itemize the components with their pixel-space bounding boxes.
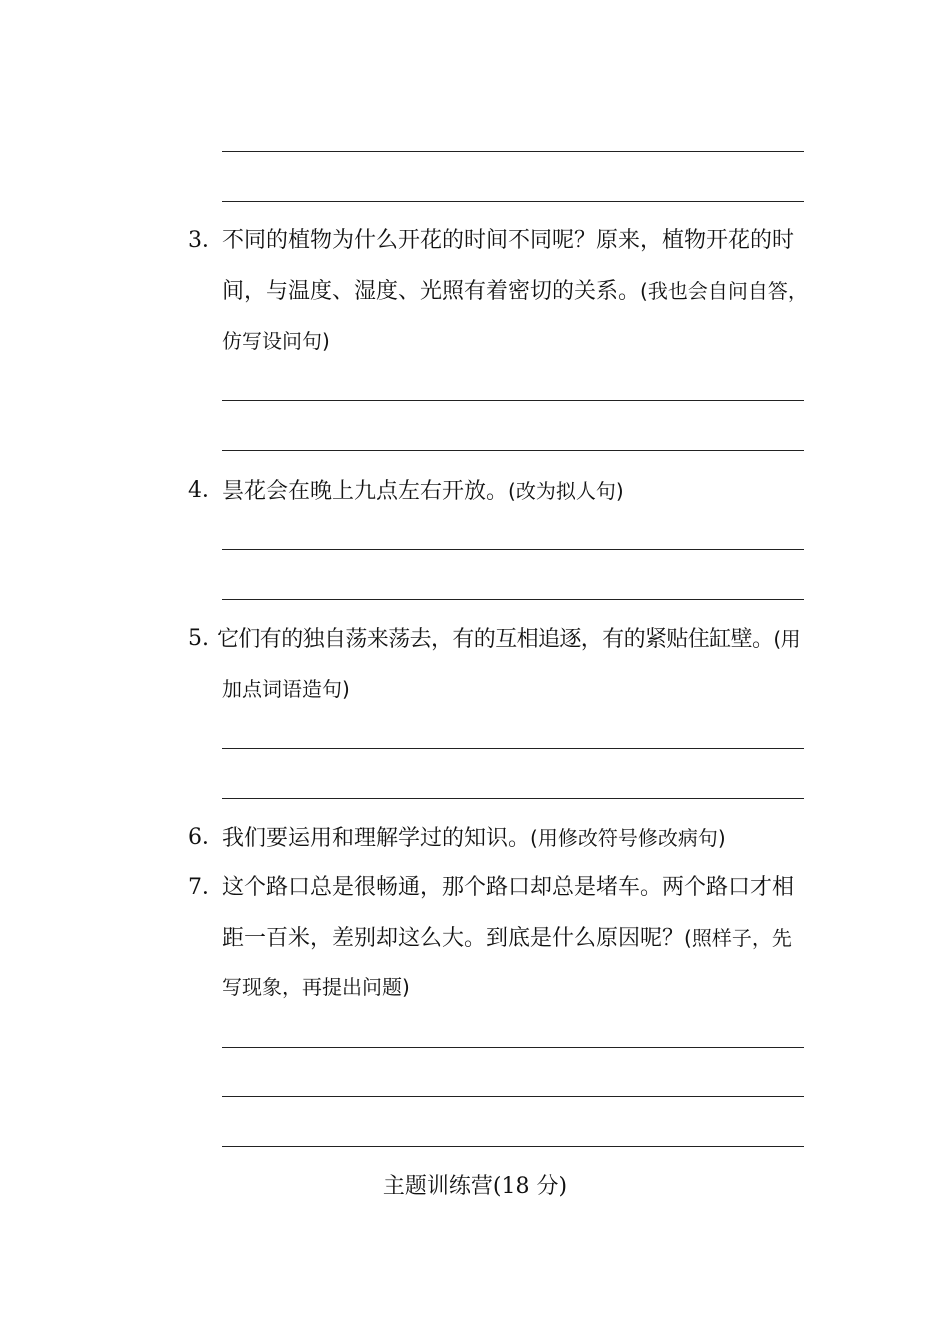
question-7-instruction-cont: 写现象，再提出问题) [222,975,410,999]
answer-line[interactable] [222,151,804,152]
answer-line[interactable] [222,549,804,550]
answer-line[interactable] [222,798,804,799]
question-3-instruction: (我也会自问自答， [640,279,808,303]
answer-line[interactable] [222,201,804,202]
answer-line[interactable] [222,1047,804,1048]
answer-line[interactable] [222,450,804,451]
question-4-text: 昙花会在晚上九点左右开放。(改为拟人句) [222,479,624,504]
question-4-instruction: (改为拟人句) [508,479,624,503]
question-number-3: 3． [188,228,224,253]
question-number-5: 5. [188,626,209,651]
question-5-instruction: (用 [773,627,801,651]
answer-line[interactable] [222,1146,804,1147]
answer-line[interactable] [222,599,804,600]
question-7-instruction: (照样子，先 [684,926,792,950]
question-3-line-2: 间，与温度、湿度、光照有着密切的关系。(我也会自问自答， [222,279,808,304]
question-number-4: 4． [188,478,224,503]
question-number-7: 7． [188,875,224,900]
question-3-line-1: 不同的植物为什么开花的时间不同呢？原来，植物开花的时 [222,228,795,253]
section-heading: 主题训练营(18 分) [382,1174,568,1199]
answer-line[interactable] [222,400,804,401]
question-5-text: 它们有的独自荡来荡去，有的互相追逐，有的紧贴住缸壁。(用 [217,627,801,652]
question-7-line-1: 这个路口总是很畅通，那个路口却总是堵车。两个路口才相 [222,875,795,900]
question-7-line-2: 距一百米，差别却这么大。到底是什么原因呢？(照样子，先 [222,926,792,951]
question-6-instruction: (用修改符号修改病句) [530,826,726,850]
question-5-instruction-cont: 加点词语造句) [222,677,350,701]
answer-line[interactable] [222,748,804,749]
question-6-text: 我们要运用和理解学过的知识。(用修改符号修改病句) [222,826,726,851]
question-3-instruction-cont: 仿写设问句) [222,329,330,353]
answer-line[interactable] [222,1096,804,1097]
question-number-6: 6． [188,825,224,850]
